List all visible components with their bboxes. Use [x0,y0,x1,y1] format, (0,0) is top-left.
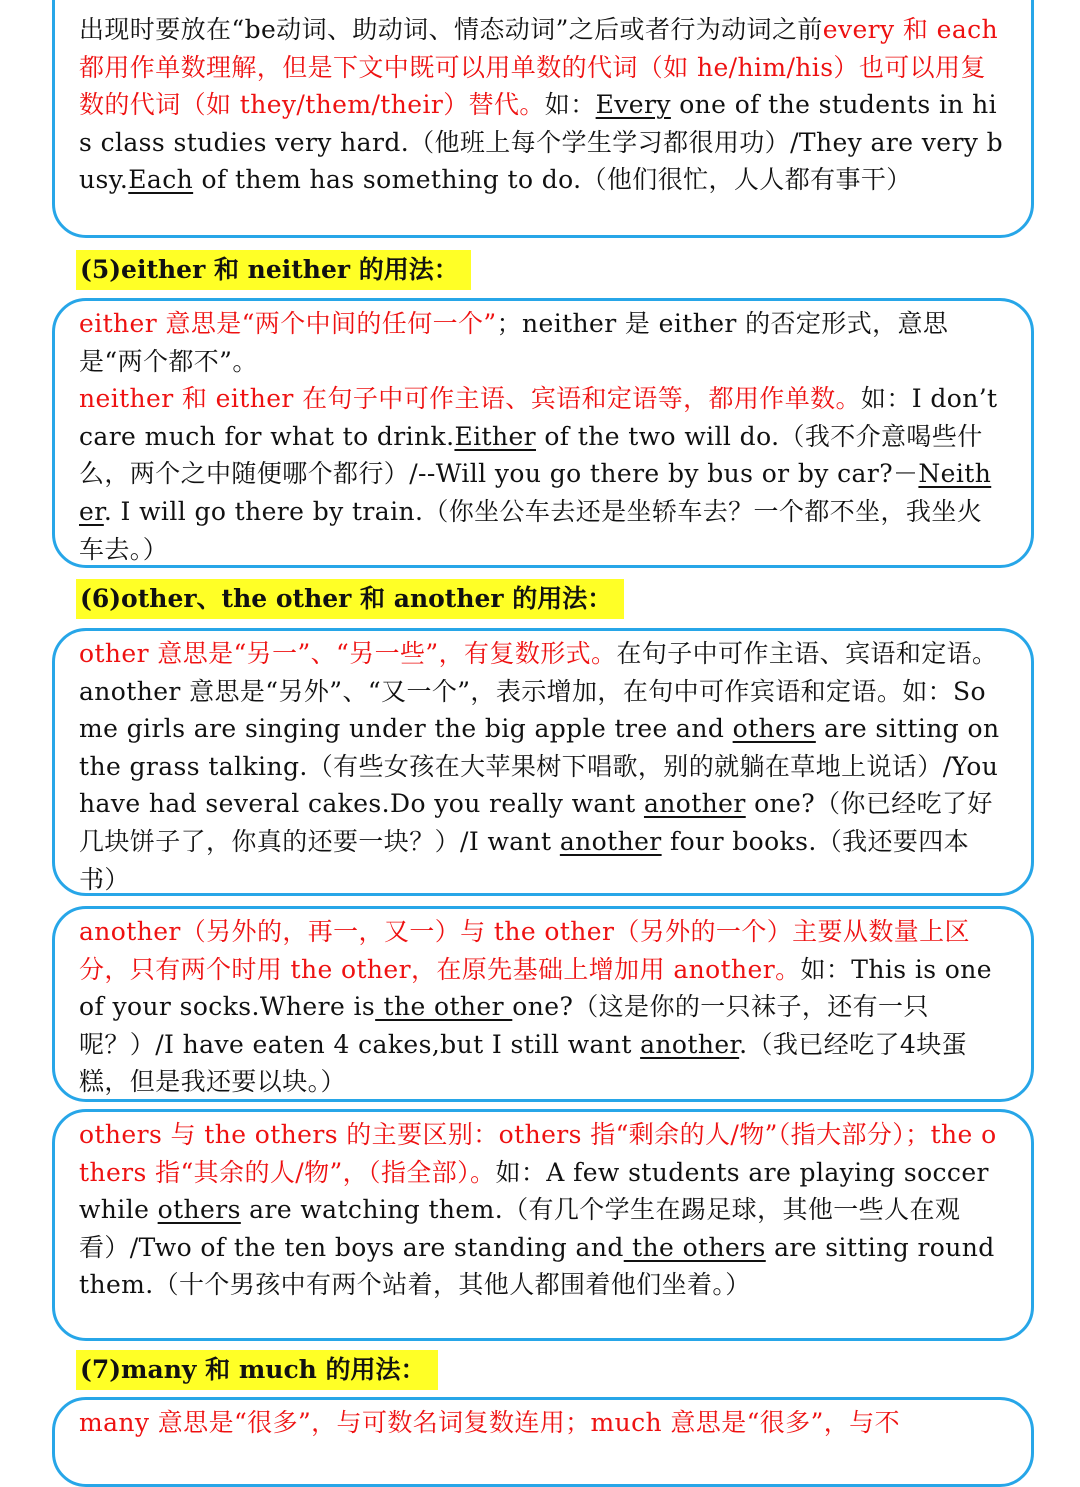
example-text: 如： [544,90,596,120]
explanation-text: ；neither 是 either 的否定形式，意思是“两个都不”。 [79,309,949,376]
example-text: . I will go there by train.（你坐公车去还是坐轿车去？一个都不坐，我坐火车去。） [79,496,983,564]
note-text [79,11,1005,199]
example-text: 在句子中可作主语、宾语和定语。another 意思是“另外”、“又一个”，表示增加，在句中可作宾语和定语。如：Some girls are singing under the big apple tree and [79,639,998,744]
rule-text: another（另外的，再一，又一）与 the other（另外的一个）主要从数量上区分，只有两个时用 the other，在原先基础上增加用 another。 [79,917,970,984]
underlined-word: Either [454,421,536,451]
example-text: 如：A few students are playing soccer while [79,1157,989,1225]
rule-text: others 与 the others 的主要区别：others 指“剩余的人/物”（指大部分）；the others 指“其余的人/物”，（指全部）。 [79,1120,997,1187]
example-text: one?（你已经吃了好几块饼子了，你真的还要一块？）/I want [79,789,993,856]
note-text [79,635,1005,896]
section-heading-other-another: (6)other、the other 和 another 的用法： [76,579,624,619]
example-text: four books.（我还要四本书） [79,826,970,894]
underlined-word: others [157,1195,241,1225]
example-text: of them has something to do.（他们很忙，人人都有事干） [193,165,912,195]
example-text: are watching them.（有几个学生在踢足球，其他一些人在观看）/Two of the ten boys are standing and [79,1195,961,1262]
rule-text: many 意思是“很多”，与可数名词复数连用；much 意思是“很多”，与不 [79,1408,900,1437]
underlined-word: others [732,714,816,744]
example-text: one of the students in his class studies very hard.（他班上每个学生学习都很用功）/They are very busy. [79,90,1004,195]
note-text [79,1404,1005,1442]
example-text: one?（这是你的一只袜子，还有一只呢？）/I have eaten 4 cakes,but I still want [79,992,929,1059]
text-line: 出现时要放在“be动词、助动词、情态动词”之后或者行为动词之前 [79,15,823,44]
note-text [79,1116,1005,1304]
note-box-others [52,1109,1034,1341]
note-box-either-neither [52,298,1034,568]
example-text: of the two will do.（我不介意喝些什么，两个之中随便哪个都行）/--Will you go there by bus or by car?－ [79,421,983,489]
underlined-word: Each [128,165,194,195]
rule-text: either 意思是“两个中间的任何一个” [79,309,497,338]
underlined-word: another [640,1029,740,1059]
underlined-word: Neither [79,459,992,526]
rule-text: neither 和 either 在句子中可作主语、宾语和定语等，都用作单数。 [79,384,861,414]
note-box-many-much [52,1397,1034,1487]
note-box-another-the-other [52,906,1034,1102]
note-box-every-each [52,0,1034,238]
example-text: 如：This is one of your socks.Where is [79,954,992,1022]
underlined-word: Every [595,90,671,120]
example-text: are sitting round them.（十个男孩中有两个站着，其他人都围着他们坐着。） [79,1232,995,1300]
underlined-word: the others [623,1232,766,1262]
underlined-word: another [643,789,746,819]
rule-text: other 意思是“另一”、“另一些”，有复数形式。 [79,639,617,668]
underlined-word: the other [375,992,513,1022]
rule-text: every 和 each 都用作单数理解，但是下文中既可以用单数的代词（如 he/him/his）也可以用复数的代词（如 they/them/their）替代。 [79,15,999,120]
section-heading-many-much: (7)many 和 much 的用法： [76,1350,438,1390]
note-text [79,305,1005,568]
example-text: .（我已经吃了4块蛋糕，但是我还要以块。） [79,1029,967,1097]
note-box-other [52,628,1034,896]
note-text [79,913,1005,1101]
section-heading-either-neither: (5)either 和 neither 的用法： [76,250,471,290]
example-text: are sitting on the grass talking.（有些女孩在大苹果树下唱歌，别的就躺在草地上说话）/You have had several cakes.Do you really want [79,714,1000,819]
underlined-word: another [559,826,662,856]
example-text: 如：I don’t care much for what to drink. [79,384,998,451]
